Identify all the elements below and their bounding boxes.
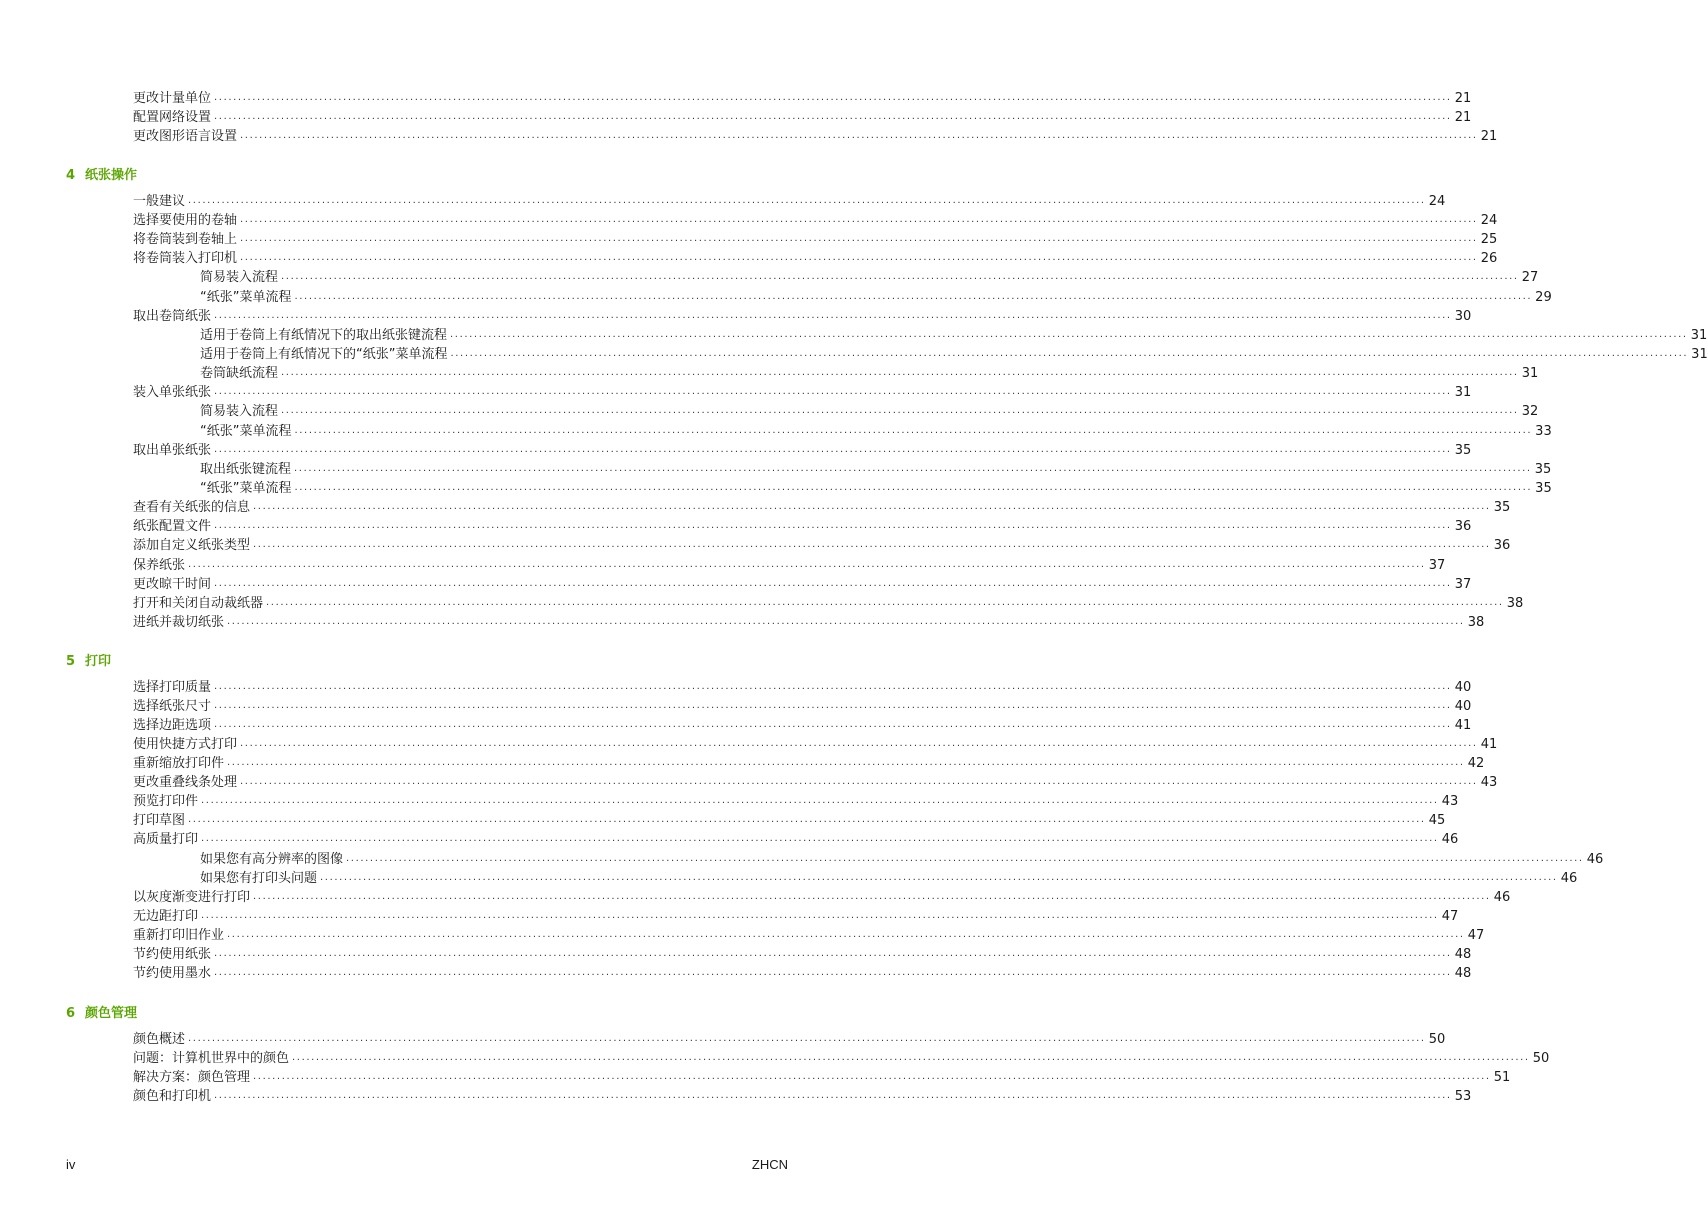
toc-entry-title: 选择纸张尺寸 xyxy=(133,699,212,714)
dot-leader: ................................................................................................................................................................................................................................................................... xyxy=(227,929,1465,940)
toc-page-number: 27 xyxy=(1521,270,1539,285)
dot-leader: ................................................................................................................................................................................................................................................................... xyxy=(240,214,1478,225)
dot-leader: ................................................................................................................................................................................................................................................................... xyxy=(214,719,1452,730)
dot-leader: ................................................................................................................................................................................................................................................................... xyxy=(281,271,1519,282)
toc-entry-title: 如果您有高分辨率的图像 xyxy=(200,852,344,867)
toc-entry-title: 查看有关纸张的信息 xyxy=(133,500,251,515)
dot-leader: ................................................................................................................................................................................................................................................................... xyxy=(253,539,1491,550)
toc-subentry[interactable] xyxy=(200,325,1708,344)
toc-page-number: 35 xyxy=(1454,443,1472,458)
dot-leader: ................................................................................................................................................................................................................................................................... xyxy=(450,348,1689,359)
toc-entry[interactable] xyxy=(133,535,1511,554)
toc-page-number: 24 xyxy=(1480,213,1498,228)
toc-entry-title: 节约使用墨水 xyxy=(133,966,212,981)
dot-leader: ................................................................................................................................................................................................................................................................... xyxy=(214,520,1452,531)
dot-leader: ................................................................................................................................................................................................................................................................... xyxy=(188,814,1426,825)
toc-entry-title: 更改重叠线条处理 xyxy=(133,775,238,790)
toc-entry[interactable] xyxy=(133,810,1446,829)
toc-entry-title: 以灰度渐变进行打印 xyxy=(133,890,251,905)
toc-page-number: 53 xyxy=(1454,1089,1472,1104)
toc-entry[interactable] xyxy=(133,791,1459,810)
toc-entry-title: 添加自定义纸张类型 xyxy=(133,538,251,553)
toc-page-number: 35 xyxy=(1493,500,1511,515)
toc-subentry[interactable] xyxy=(200,267,1539,286)
toc-subentry[interactable] xyxy=(200,868,1578,887)
toc-page-number: 30 xyxy=(1454,309,1472,324)
toc-entry-title: 更改晾干时间 xyxy=(133,577,212,592)
toc-entry[interactable] xyxy=(133,696,1472,715)
dot-leader: ................................................................................................................................................................................................................................................................... xyxy=(188,1033,1426,1044)
toc-entry-title: 保养纸张 xyxy=(133,558,186,573)
toc-entry-title: 简易装入流程 xyxy=(200,404,279,419)
chapter-number: 5 xyxy=(66,654,76,669)
footer-language-code: ZHCN xyxy=(751,1157,788,1172)
toc-subentry[interactable] xyxy=(200,849,1604,868)
dot-leader: ................................................................................................................................................................................................................................................................... xyxy=(450,329,1688,340)
toc-page-number: 24 xyxy=(1428,194,1446,209)
toc-page-number: 35 xyxy=(1535,481,1552,496)
toc-subentry[interactable] xyxy=(200,344,1708,363)
toc-entry-title: 更改计量单位 xyxy=(133,91,212,106)
toc-entry[interactable] xyxy=(133,753,1485,772)
toc-entry-title: 解决方案：颜色管理 xyxy=(133,1070,251,1085)
toc-entry-title: 选择打印质量 xyxy=(133,680,212,695)
toc-entry-title: 节约使用纸张 xyxy=(133,947,212,962)
dot-leader: ................................................................................................................................................................................................................................................................... xyxy=(214,310,1452,321)
footer-page-number: iv xyxy=(66,1157,76,1172)
toc-subentry[interactable] xyxy=(200,401,1539,420)
toc-entry[interactable] xyxy=(133,925,1485,944)
toc-entry-title: “纸张”菜单流程 xyxy=(200,424,292,439)
toc-entry-title: 进纸并裁切纸张 xyxy=(133,615,225,630)
toc-page-number: 46 xyxy=(1560,871,1578,886)
toc-entry-title: 重新缩放打印件 xyxy=(133,756,225,771)
dot-leader: ................................................................................................................................................................................................................................................................... xyxy=(214,111,1452,122)
toc-entry-title: 配置网络设置 xyxy=(133,110,212,125)
toc-entry[interactable] xyxy=(133,210,1498,229)
chapter-number: 6 xyxy=(66,1006,76,1021)
dot-leader: ................................................................................................................................................................................................................................................................... xyxy=(214,386,1452,397)
dot-leader: ................................................................................................................................................................................................................................................................... xyxy=(201,910,1439,921)
dot-leader: ................................................................................................................................................................................................................................................................... xyxy=(253,891,1491,902)
toc-page-number: 50 xyxy=(1428,1032,1446,1047)
chapter-heading[interactable] xyxy=(66,651,111,670)
toc-entry[interactable] xyxy=(133,1067,1511,1086)
toc-entry[interactable] xyxy=(133,734,1498,753)
toc-entry[interactable] xyxy=(133,887,1511,906)
toc-page-number: 37 xyxy=(1428,558,1446,573)
toc-entry[interactable] xyxy=(133,126,1498,145)
toc-entry[interactable] xyxy=(133,88,1472,107)
dot-leader: ................................................................................................................................................................................................................................................................... xyxy=(240,738,1478,749)
chapter-title: 颜色管理 xyxy=(85,1006,138,1021)
dot-leader: ................................................................................................................................................................................................................................................................... xyxy=(227,757,1465,768)
toc-page-number: 50 xyxy=(1532,1051,1550,1066)
toc-subentry[interactable] xyxy=(200,421,1552,440)
toc-entry-title: 卷筒缺纸流程 xyxy=(200,366,279,381)
toc-entry-title: 取出纸张键流程 xyxy=(200,462,292,477)
toc-entry-title: 纸张配置文件 xyxy=(133,519,212,534)
toc-page-number: 41 xyxy=(1454,718,1472,733)
dot-leader: ................................................................................................................................................................................................................................................................... xyxy=(292,1052,1530,1063)
toc-page-number: 26 xyxy=(1480,251,1498,266)
toc-entry-title: 如果您有打印头问题 xyxy=(200,871,318,886)
dot-leader: ................................................................................................................................................................................................................................................................... xyxy=(320,872,1558,883)
toc-entry[interactable] xyxy=(133,963,1472,982)
toc-entry[interactable] xyxy=(133,906,1459,925)
toc-entry-title: 将卷筒装入打印机 xyxy=(133,251,238,266)
toc-entry[interactable] xyxy=(133,191,1446,210)
toc-subentry[interactable] xyxy=(200,478,1552,497)
chapter-heading[interactable] xyxy=(66,165,137,184)
toc-page-number: 48 xyxy=(1454,966,1472,981)
dot-leader: ................................................................................................................................................................................................................................................................... xyxy=(214,700,1452,711)
toc-page-number: 40 xyxy=(1454,699,1472,714)
toc-page-number: 38 xyxy=(1467,615,1485,630)
toc-page-number: 32 xyxy=(1521,404,1539,419)
toc-entry-title: 颜色概述 xyxy=(133,1032,186,1047)
toc-entry-title: 预览打印件 xyxy=(133,794,199,809)
toc-page-number: 47 xyxy=(1441,909,1459,924)
toc-entry[interactable] xyxy=(133,612,1485,631)
toc-page-number: 48 xyxy=(1454,947,1472,962)
toc-page-number: 43 xyxy=(1480,775,1498,790)
toc-entry[interactable] xyxy=(133,497,1511,516)
toc-page-number: 38 xyxy=(1506,596,1524,611)
dot-leader: ................................................................................................................................................................................................................................................................... xyxy=(294,291,1533,302)
toc-page-number: 35 xyxy=(1534,462,1552,477)
toc-page-number: 45 xyxy=(1428,813,1446,828)
toc-entry-title: 选择边距选项 xyxy=(133,718,212,733)
toc-page-number: 31 xyxy=(1521,366,1539,381)
dot-leader: ................................................................................................................................................................................................................................................................... xyxy=(214,1090,1452,1101)
toc-entry[interactable] xyxy=(133,516,1472,535)
toc-entry-title: “纸张”菜单流程 xyxy=(200,290,292,305)
dot-leader: ................................................................................................................................................................................................................................................................... xyxy=(201,833,1439,844)
toc-entry-title: 使用快捷方式打印 xyxy=(133,737,238,752)
toc-entry[interactable] xyxy=(133,107,1472,126)
toc-entry-title: 颜色和打印机 xyxy=(133,1089,212,1104)
dot-leader: ................................................................................................................................................................................................................................................................... xyxy=(266,597,1504,608)
toc-entry-title: 装入单张纸张 xyxy=(133,385,212,400)
chapter-number: 4 xyxy=(66,168,76,183)
toc-entry[interactable] xyxy=(133,829,1459,848)
toc-page-number: 21 xyxy=(1454,110,1472,125)
dot-leader: ................................................................................................................................................................................................................................................................... xyxy=(294,482,1533,493)
toc-entry[interactable] xyxy=(133,593,1524,612)
toc-entry[interactable] xyxy=(133,677,1472,696)
dot-leader: ................................................................................................................................................................................................................................................................... xyxy=(240,233,1478,244)
toc-page-number: 46 xyxy=(1586,852,1604,867)
toc-page-number: 29 xyxy=(1535,290,1552,305)
toc-entry[interactable] xyxy=(133,1029,1446,1048)
dot-leader: ................................................................................................................................................................................................................................................................... xyxy=(253,1071,1491,1082)
toc-page-number: 40 xyxy=(1454,680,1472,695)
toc-page-number: 36 xyxy=(1493,538,1511,553)
toc-entry-title: 简易装入流程 xyxy=(200,270,279,285)
toc-page-number: 21 xyxy=(1454,91,1472,106)
toc-entry[interactable] xyxy=(133,574,1472,593)
toc-entry-title: 问题：计算机世界中的颜色 xyxy=(133,1051,290,1066)
toc-page-number: 21 xyxy=(1480,129,1498,144)
toc-entry-title: 一般建议 xyxy=(133,194,186,209)
toc-entry-title: 选择要使用的卷轴 xyxy=(133,213,238,228)
toc-entry-title: 重新打印旧作业 xyxy=(133,928,225,943)
toc-page-number: 42 xyxy=(1467,756,1485,771)
toc-entry-title: 更改图形语言设置 xyxy=(133,129,238,144)
dot-leader: ................................................................................................................................................................................................................................................................... xyxy=(214,578,1452,589)
toc-page-number: 37 xyxy=(1454,577,1472,592)
toc-entry[interactable] xyxy=(133,1048,1550,1067)
toc-entry-title: 适用于卷筒上有纸情况下的“纸张”菜单流程 xyxy=(200,347,448,362)
dot-leader: ................................................................................................................................................................................................................................................................... xyxy=(240,776,1478,787)
toc-subentry[interactable] xyxy=(200,287,1552,306)
toc-page-number: 33 xyxy=(1535,424,1552,439)
toc-entry[interactable] xyxy=(133,715,1472,734)
toc-page-number: 46 xyxy=(1493,890,1511,905)
toc-page-number: 25 xyxy=(1480,232,1498,247)
chapter-title: 打印 xyxy=(85,654,112,669)
toc-entry[interactable] xyxy=(133,306,1472,325)
toc-page-number: 41 xyxy=(1480,737,1498,752)
dot-leader: ................................................................................................................................................................................................................................................................... xyxy=(214,967,1452,978)
toc-entry[interactable] xyxy=(133,772,1498,791)
toc-entry-title: 高质量打印 xyxy=(133,832,199,847)
toc-subentry[interactable] xyxy=(200,363,1539,382)
toc-entry-title: 取出卷筒纸张 xyxy=(133,309,212,324)
toc-entry[interactable] xyxy=(133,1086,1472,1105)
dot-leader: ................................................................................................................................................................................................................................................................... xyxy=(214,681,1452,692)
toc-entry[interactable] xyxy=(133,382,1472,401)
toc-entry-title: 无边距打印 xyxy=(133,909,199,924)
toc-entry[interactable] xyxy=(133,555,1446,574)
toc-entry[interactable] xyxy=(133,440,1472,459)
toc-entry-title: “纸张”菜单流程 xyxy=(200,481,292,496)
toc-entry[interactable] xyxy=(133,248,1498,267)
dot-leader: ................................................................................................................................................................................................................................................................... xyxy=(253,501,1491,512)
toc-page-number: 36 xyxy=(1454,519,1472,534)
toc-subentry[interactable] xyxy=(200,459,1552,478)
dot-leader: ................................................................................................................................................................................................................................................................... xyxy=(294,463,1532,474)
chapter-heading[interactable] xyxy=(66,1003,137,1022)
dot-leader: ................................................................................................................................................................................................................................................................... xyxy=(281,405,1519,416)
toc-page-number: 31 xyxy=(1690,328,1708,343)
dot-leader: ................................................................................................................................................................................................................................................................... xyxy=(201,795,1439,806)
toc-entry[interactable] xyxy=(133,229,1498,248)
dot-leader: ................................................................................................................................................................................................................................................................... xyxy=(240,252,1478,263)
toc-entry-title: 将卷筒装到卷轴上 xyxy=(133,232,238,247)
toc-page-number: 46 xyxy=(1441,832,1459,847)
dot-leader: ................................................................................................................................................................................................................................................................... xyxy=(214,948,1452,959)
dot-leader: ................................................................................................................................................................................................................................................................... xyxy=(188,195,1426,206)
dot-leader: ................................................................................................................................................................................................................................................................... xyxy=(214,444,1452,455)
toc-page-number: 51 xyxy=(1493,1070,1511,1085)
toc-page-number: 47 xyxy=(1467,928,1485,943)
toc-entry-title: 打开和关闭自动裁纸器 xyxy=(133,596,264,611)
toc-entry[interactable] xyxy=(133,944,1472,963)
chapter-title: 纸张操作 xyxy=(85,168,138,183)
dot-leader: ................................................................................................................................................................................................................................................................... xyxy=(240,130,1478,141)
toc-page-number: 43 xyxy=(1441,794,1459,809)
dot-leader: ................................................................................................................................................................................................................................................................... xyxy=(346,853,1584,864)
toc-entry-title: 打印草图 xyxy=(133,813,186,828)
toc-entry-title: 取出单张纸张 xyxy=(133,443,212,458)
dot-leader: ................................................................................................................................................................................................................................................................... xyxy=(281,367,1519,378)
dot-leader: ................................................................................................................................................................................................................................................................... xyxy=(214,92,1452,103)
toc-page-number: 31 xyxy=(1454,385,1472,400)
dot-leader: ................................................................................................................................................................................................................................................................... xyxy=(294,425,1533,436)
dot-leader: ................................................................................................................................................................................................................................................................... xyxy=(227,616,1465,627)
toc-page-number: 31 xyxy=(1691,347,1708,362)
toc-entry-title: 适用于卷筒上有纸情况下的取出纸张键流程 xyxy=(200,328,448,343)
dot-leader: ................................................................................................................................................................................................................................................................... xyxy=(188,559,1426,570)
